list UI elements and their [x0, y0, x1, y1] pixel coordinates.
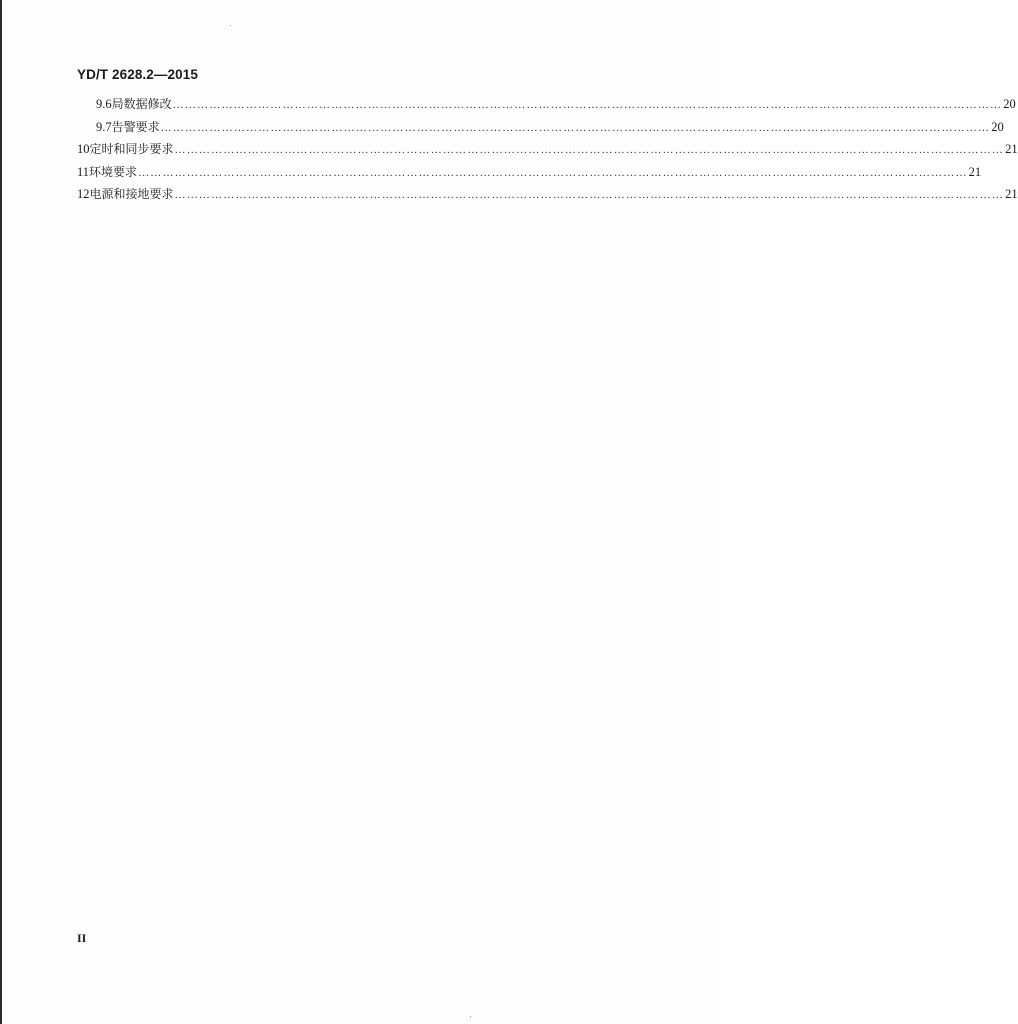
- toc-entry-number: 9.7: [96, 119, 112, 134]
- toc-entry-title: 电源和接地要求: [89, 187, 174, 201]
- scan-speck: [470, 1016, 471, 1017]
- page-number: II: [77, 931, 87, 945]
- toc-entry-page: 20: [991, 119, 1004, 134]
- toc-entry-number: 11: [77, 164, 90, 179]
- toc-entry-number: 9.6: [96, 97, 112, 111]
- toc-dot-leader: ……………………………………………………………………………………………………………………………………………………………………………………: [172, 99, 1003, 111]
- toc-entry-9-7[interactable]: [77, 118, 1004, 141]
- toc-entry-number: 12: [77, 187, 90, 201]
- toc-dot-leader: ……………………………………………………………………………………………………………………………………………………………………………………: [174, 144, 1005, 156]
- toc-entry-12[interactable]: [77, 185, 1018, 208]
- scan-speck: [230, 25, 231, 26]
- toc-entry-page: 21: [1005, 142, 1018, 156]
- toc-entry-title: 告警要求: [111, 119, 160, 134]
- toc-dot-leader: ……………………………………………………………………………………………………………………………………………………………………………………: [174, 189, 1005, 201]
- toc-entry-page: 20: [1003, 97, 1016, 111]
- toc-entry-page: 21: [968, 164, 982, 179]
- toc-entry-page: 21: [1005, 187, 1018, 201]
- toc-entry-title: 局数据修改: [111, 97, 172, 111]
- toc-entry-number: 10: [77, 142, 90, 156]
- toc-entry-9-6[interactable]: [77, 95, 1016, 118]
- document-code-header: YD/T 2628.2—2015: [77, 67, 198, 82]
- toc-entry-11[interactable]: [77, 163, 982, 186]
- toc-dot-leader: ……………………………………………………………………………………………………………………………………………………………………………………: [160, 121, 991, 134]
- table-of-contents: [77, 95, 1018, 208]
- toc-dot-leader: ……………………………………………………………………………………………………………………………………………………………………………………: [138, 166, 968, 179]
- toc-entry-title: 环境要求: [89, 164, 138, 179]
- page-edge: [0, 0, 2, 1024]
- toc-entry-title: 定时和同步要求: [89, 142, 174, 156]
- toc-entry-10[interactable]: [77, 140, 1018, 163]
